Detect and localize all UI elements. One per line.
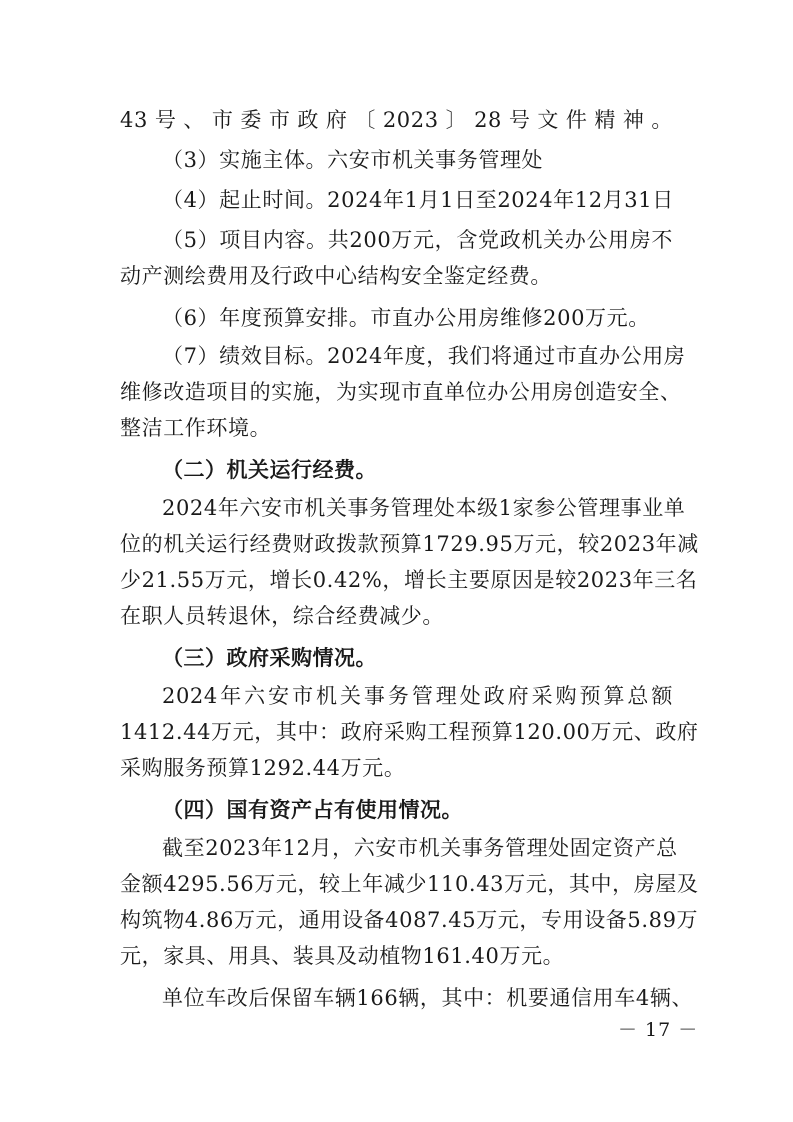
page-number: － 17 － [618,1019,699,1041]
text-line: 少21.55万元，增长0.42%，增长主要原因是较2023年三名 [120,568,698,592]
text-line: （4）起止时间。2024年1月1日至2024年12月31日 [162,188,674,212]
text-line: （5）项目内容。共200万元，含党政机关办公用房不 [162,228,673,252]
text-line: 金额4295.56万元，较上年减少110.43万元，其中，房屋及 [120,872,699,896]
text-line: 位的机关运行经费财政拨款预算1729.95万元，较2023年减 [120,532,699,556]
section-heading: （四）国有资产占有使用情况。 [162,798,463,822]
section-heading: （三）政府采购情况。 [162,646,377,670]
text-line: 单位车改后保留车辆166辆，其中：机要通信用车4辆、 [162,986,694,1010]
text-line: 元，家具、用具、装具及动植物161.40万元。 [120,944,565,968]
text-line: 在职人员转退休，综合经费减少。 [120,604,444,628]
text-line: （3）实施主体。六安市机关事务管理处 [162,148,544,172]
text-line: （7）绩效目标。2024年度，我们将通过市直办公用房 [162,344,686,368]
text-line: 采购服务预算1292.44万元。 [120,756,406,780]
text-line: 2024年六安市机关事务管理处政府采购预算总额 [162,684,673,708]
text-line: 1412.44万元，其中：政府采购工程预算120.00万元、政府 [120,720,699,744]
text-line: 维修改造项目的实施，为实现市直单位办公用房创造安全、 [120,380,682,404]
section-heading: （二）机关运行经费。 [162,458,377,482]
text-line: 截至2023年12月，六安市机关事务管理处固定资产总 [162,836,678,860]
text-line: 构筑物4.86万元，通用设备4087.45万元，专用设备5.89万 [120,908,699,932]
text-line: 43号、市委市政府〔2023〕28号文件精神。 [120,108,673,132]
text-line: 2024年六安市机关事务管理处本级1家参公管理事业单 [162,496,686,520]
text-line: 动产测绘费用及行政中心结构安全鉴定经费。 [120,264,552,288]
text-line: 整洁工作环境。 [120,416,272,440]
text-line: （6）年度预算安排。市直办公用房维修200万元。 [162,306,650,330]
